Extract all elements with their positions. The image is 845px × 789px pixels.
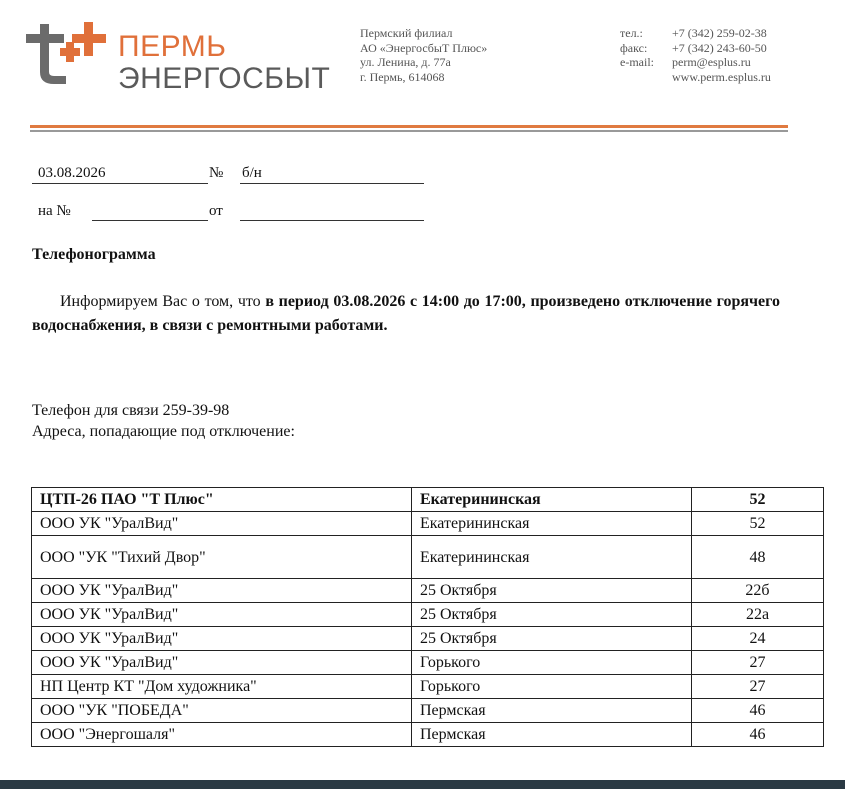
table-cell-house: 22б <box>692 579 824 603</box>
table-cell-street: Екатерининская <box>412 488 692 512</box>
table-cell-street: Пермская <box>412 699 692 723</box>
org-line: Пермский филиал <box>360 26 453 40</box>
body-bold: в период 03.08.2026 с 14:00 до 17:00, произведено отключение горячего водоснабжения, в связи с ремонтными работами <box>32 293 781 334</box>
table-cell-org: НП Центр КТ "Дом художника" <box>32 675 412 699</box>
contacts-block <box>620 26 771 84</box>
contact-value: perm@esplus.ru <box>672 55 751 69</box>
date-underline <box>32 183 208 184</box>
bottom-edge-bar <box>0 780 845 789</box>
table-cell-org: ЦТП-26 ПАО "Т Плюс" <box>32 488 412 512</box>
contact-value: +7 (342) 259-02-38 <box>672 26 767 40</box>
table-cell-house: 52 <box>692 488 824 512</box>
table-cell-org: ООО УК "УралВид" <box>32 512 412 536</box>
org-address-block <box>360 26 487 84</box>
ref-label: на № <box>38 203 71 219</box>
table-cell-org: ООО УК "УралВид" <box>32 651 412 675</box>
org-line: г. Пермь, 614068 <box>360 69 445 84</box>
table-cell-house: 46 <box>692 723 824 747</box>
doc-number: б/н <box>242 165 262 181</box>
brand-name-line1: ПЕРМЬ <box>118 30 227 63</box>
table-row <box>32 512 824 536</box>
table-cell-street: Пермская <box>412 723 692 747</box>
contact-label: факс: <box>620 40 648 55</box>
org-line: ул. Ленина, д. 77а <box>360 55 451 69</box>
table-cell-street: Горького <box>412 675 692 699</box>
table-row <box>32 627 824 651</box>
org-line: АО «ЭнергосбыТ Плюс» <box>360 40 488 55</box>
table-cell-org: ООО УК "УралВид" <box>32 603 412 627</box>
table-row <box>32 488 824 512</box>
phone-line: Телефон для связи 259-39-98 <box>32 402 230 419</box>
contact-info <box>32 400 295 442</box>
table-cell-org: ООО УК "УралВид" <box>32 627 412 651</box>
plus-cross-logo-icon <box>26 22 110 90</box>
addresses-label: Адреса, попадающие под отключение: <box>32 423 295 440</box>
contact-fax <box>620 41 771 56</box>
table-row <box>32 699 824 723</box>
table-cell-org: ООО "УК "ПОБЕДА" <box>32 699 412 723</box>
number-underline <box>240 183 424 184</box>
table-row <box>32 675 824 699</box>
table-cell-house: 46 <box>692 699 824 723</box>
contact-phone <box>620 26 771 41</box>
ref-from-underline <box>240 220 424 221</box>
doc-date: 03.08.2026 <box>38 165 106 181</box>
ref-underline <box>92 220 208 221</box>
contact-value: www.perm.esplus.ru <box>672 69 771 84</box>
addresses-table <box>31 487 824 747</box>
table-row <box>32 651 824 675</box>
header-divider-gray <box>30 130 788 132</box>
table-cell-house: 48 <box>692 536 824 579</box>
table-cell-street: 25 Октября <box>412 603 692 627</box>
company-logo <box>26 22 331 98</box>
table-row <box>32 723 824 747</box>
table-row <box>32 579 824 603</box>
contact-website <box>620 70 771 85</box>
contact-label: тел.: <box>620 26 643 40</box>
table-cell-street: 25 Октября <box>412 579 692 603</box>
contact-value: +7 (342) 243-60-50 <box>672 40 767 55</box>
table-cell-street: 25 Октября <box>412 627 692 651</box>
contact-label <box>620 70 672 85</box>
table-cell-org: ООО УК "УралВид" <box>32 579 412 603</box>
doc-title: Телефонограмма <box>32 246 156 263</box>
contact-email <box>620 55 771 70</box>
table-row <box>32 536 824 579</box>
table-cell-house: 27 <box>692 675 824 699</box>
table-row <box>32 603 824 627</box>
number-label: № <box>209 165 224 181</box>
brand-name-line2: ЭНЕРГОСБЫТ <box>118 62 331 95</box>
header-divider-orange <box>30 125 788 128</box>
doc-body <box>32 290 780 338</box>
body-intro: Информируем Вас о том, что <box>60 293 266 310</box>
table-cell-house: 27 <box>692 651 824 675</box>
body-end: . <box>383 317 388 334</box>
table-cell-street: Екатерининская <box>412 512 692 536</box>
table-cell-house: 52 <box>692 512 824 536</box>
table-cell-house: 22а <box>692 603 824 627</box>
table-cell-org: ООО "Энергошаля" <box>32 723 412 747</box>
table-cell-street: Горького <box>412 651 692 675</box>
table-cell-street: Екатерининская <box>412 536 692 579</box>
contact-label: e-mail: <box>620 55 654 69</box>
table-cell-house: 24 <box>692 627 824 651</box>
ref-from-label: от <box>209 203 223 219</box>
table-cell-org: ООО "УК "Тихий Двор" <box>32 536 412 579</box>
